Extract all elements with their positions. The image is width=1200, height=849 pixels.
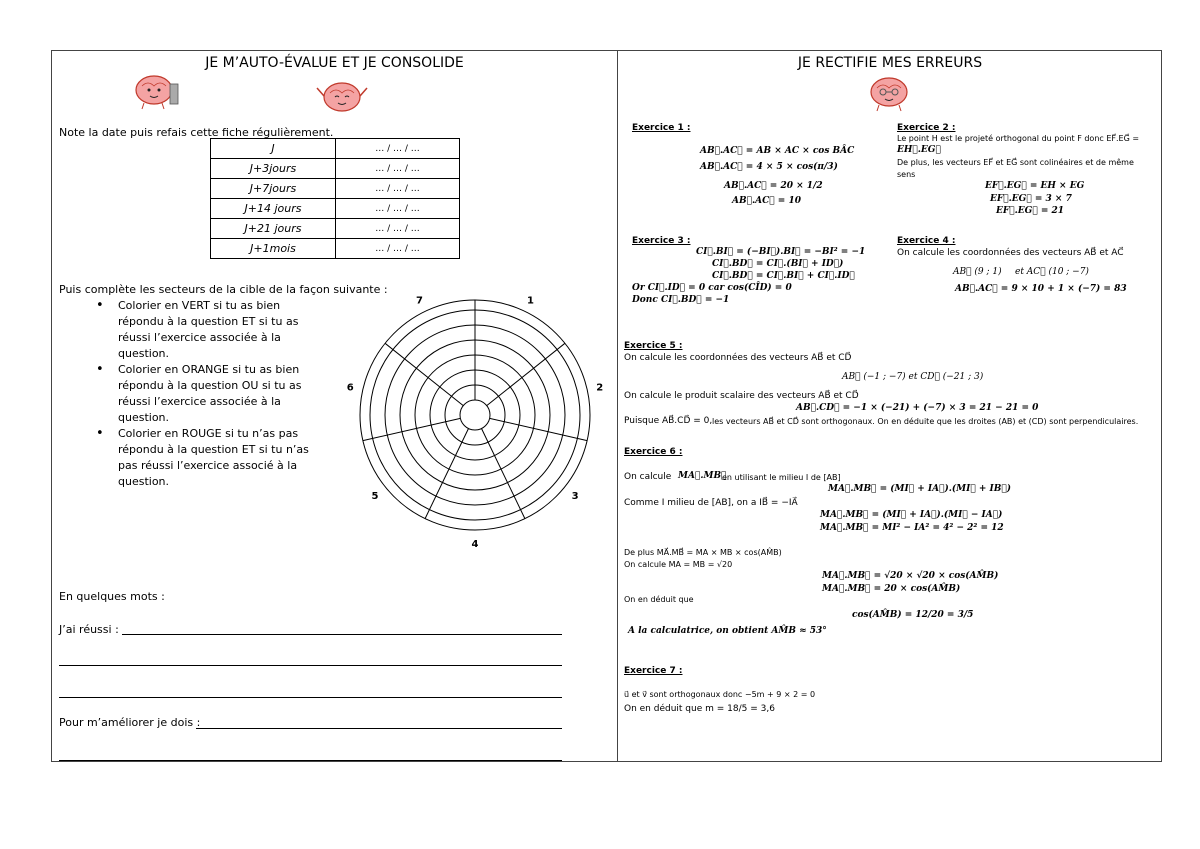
- ex2-line: EF⃗.EG⃗ = 21: [996, 206, 1065, 216]
- target-sector-label: 3: [571, 490, 579, 502]
- target-sector-label: 2: [596, 382, 604, 394]
- table-row: [211, 219, 460, 239]
- ex5-text: On calcule les coordonnées des vecteurs AB⃗ et CD⃗: [624, 353, 852, 363]
- schedule-label: J+3jours: [211, 159, 336, 179]
- exercise-7-title: Exercice 7 :: [624, 666, 683, 676]
- improve-line-2[interactable]: [59, 760, 562, 761]
- improve-line-1[interactable]: [196, 728, 562, 729]
- list-item: • Colorier en VERT si tu as bien répondu à la question ET si tu as réussi l’exercice associée à la question.: [96, 298, 311, 362]
- exercise-4-title: Exercice 4 :: [897, 236, 956, 246]
- target-sector-label: 5: [371, 490, 379, 502]
- exercise-3-title: Exercice 3 :: [632, 236, 691, 246]
- ex2-text: De plus, les vecteurs EF⃗ et EG⃗ sont colinéaires et de même: [897, 158, 1134, 167]
- ex3-line: CI⃗.BD⃗ = CI⃗.BI⃗ + CI⃗.ID⃗: [712, 271, 855, 281]
- schedule-date-field[interactable]: … / … / …: [336, 239, 460, 259]
- schedule-label: J+7jours: [211, 179, 336, 199]
- target-ring: [460, 400, 490, 430]
- table-row: [211, 139, 460, 159]
- ex6-eq: MA⃗.MB⃗ = MI² − IA² = 4² − 2² = 12: [820, 523, 1004, 533]
- schedule-date-field[interactable]: … / … / …: [336, 159, 460, 179]
- ex6-text: On calcule MA = MB = √20: [624, 560, 733, 569]
- schedule-label: J+14 jours: [211, 199, 336, 219]
- ex6-text: On en déduit que: [624, 595, 694, 604]
- success-label: J’ai réussi :: [59, 623, 119, 636]
- ex6-text: Comme I milieu de [AB], on a IB⃗ = −IA⃗: [624, 498, 798, 508]
- table-row: [211, 159, 460, 179]
- left-title: JE M’AUTO-ÉVALUE ET JE CONSOLIDE: [205, 55, 464, 71]
- coloring-rules-list: [96, 298, 311, 490]
- ex4-vector-ac: et AC⃗ (10 ; −7): [1015, 267, 1089, 277]
- ex2-text: Le point H est le projeté orthogonal du point F donc EF⃗.EG⃗ =: [897, 134, 1140, 143]
- target-intro-text: Puis complète les secteurs de la cible de la façon suivante :: [59, 283, 388, 296]
- ex5-conclusion: Puisque AB⃗.CD⃗ = 0,: [624, 416, 713, 426]
- self-assessment-target[interactable]: [346, 295, 604, 560]
- ex1-line: AB⃗.AC⃗ = 20 × 1/2: [724, 181, 823, 191]
- target-sector-divider: [487, 343, 565, 405]
- target-sector-divider: [490, 418, 587, 440]
- list-item: • Colorier en ROUGE si tu n’as pas répondu à la question ET si tu n’as pas réussi l’exercice associé à la question.: [96, 426, 311, 490]
- target-sector-label: 1: [527, 295, 535, 307]
- success-line-3[interactable]: [59, 697, 562, 698]
- target-sector-divider: [385, 343, 463, 405]
- ex6-text: De plus MA⃗.MB⃗ = MA × MB × cos(AM̂B): [624, 548, 782, 557]
- ex6-text: On calcule: [624, 472, 672, 482]
- schedule-label: J: [211, 139, 336, 159]
- ex2-line: EF⃗.EG⃗ = EH × EG: [985, 181, 1085, 191]
- ex5-calc: AB⃗.CD⃗ = −1 × (−21) + (−7) × 3 = 21 − 21 = 0: [796, 403, 1039, 413]
- target-sector-divider: [363, 418, 460, 440]
- ex3-line: CI⃗.BI⃗ = (−BI⃗).BI⃗ = −BI² = −1: [696, 247, 866, 257]
- ex3-or-line: Or CI⃗.ID⃗ = 0 car cos(CÎD) = 0: [632, 283, 792, 293]
- ex6-eq: MA⃗.MB⃗ = 20 × cos(AM̂B): [822, 584, 961, 594]
- table-row: [211, 199, 460, 219]
- words-title: En quelques mots :: [59, 590, 165, 603]
- ex4-vector-ab: AB⃗ (9 ; 1): [953, 267, 1002, 277]
- schedule-date-field[interactable]: … / … / …: [336, 219, 460, 239]
- target-sector-label: 7: [415, 295, 423, 307]
- brain-mascot-icon: [130, 72, 184, 110]
- ex1-line: AB⃗.AC⃗ = 10: [732, 196, 802, 206]
- brain-mascot-icon: [314, 78, 370, 116]
- ex5-vectors: AB⃗ (−1 ; −7) et CD⃗ (−21 ; 3): [842, 372, 984, 382]
- right-title: JE RECTIFIE MES ERREURS: [797, 55, 983, 71]
- ex6-eq: MA⃗.MB⃗ = (MI⃗ + IA⃗).(MI⃗ + IB⃗): [828, 484, 1011, 494]
- table-row: [211, 239, 460, 259]
- review-schedule-table: [210, 138, 460, 259]
- schedule-label: J+1mois: [211, 239, 336, 259]
- schedule-date-field[interactable]: … / … / …: [336, 179, 460, 199]
- ex6-text: en utilisant le milieu I de [AB]: [722, 473, 841, 482]
- intro-text: Note la date puis refais cette fiche régulièrement.: [59, 126, 334, 139]
- ex6-text: A la calculatrice, on obtient AM̂B ≈ 53°: [628, 626, 827, 636]
- ex1-line: AB⃗.AC⃗ = AB × AC × cos BÂC: [700, 146, 855, 156]
- column-divider: [617, 50, 618, 762]
- ex2-text: sens: [897, 170, 916, 179]
- exercise-2-title: Exercice 2 :: [897, 123, 956, 133]
- ex6-text: MA⃗.MB⃗: [678, 471, 727, 481]
- success-line-2[interactable]: [59, 665, 562, 666]
- ex6-eq: MA⃗.MB⃗ = (MI⃗ + IA⃗).(MI⃗ − IA⃗): [820, 510, 1003, 520]
- ex4-text: On calcule les coordonnées des vecteurs AB⃗ et AC⃗: [897, 248, 1124, 258]
- brain-mascot-icon: [862, 72, 916, 112]
- exercise-1-title: Exercice 1 :: [632, 123, 691, 133]
- ex7-text: On en déduit que m = 18/5 = 3,6: [624, 704, 775, 714]
- ex2-text: EH⃗.EG⃗: [897, 145, 941, 155]
- improve-label: Pour m’améliorer je dois :: [59, 716, 201, 729]
- ex3-line: CI⃗.BD⃗ = CI⃗.(BI⃗ + ID⃗): [712, 259, 844, 269]
- ex6-eq: MA⃗.MB⃗ = √20 × √20 × cos(AM̂B): [822, 571, 999, 581]
- ex3-donc-line: Donc CI⃗.BD⃗ = −1: [632, 295, 730, 305]
- ex1-line: AB⃗.AC⃗ = 4 × 5 × cos(π/3): [700, 162, 838, 172]
- success-line-1[interactable]: [122, 634, 562, 635]
- schedule-date-field[interactable]: … / … / …: [336, 139, 460, 159]
- schedule-date-field[interactable]: … / … / …: [336, 199, 460, 219]
- ex5-text: On calcule le produit scalaire des vecteurs AB⃗ et CD⃗: [624, 391, 859, 401]
- target-sector-label: 6: [346, 382, 354, 394]
- exercise-6-title: Exercice 6 :: [624, 447, 683, 457]
- schedule-label: J+21 jours: [211, 219, 336, 239]
- ex5-conclusion: les vecteurs AB⃗ et CD⃗ sont orthogonaux. On en déduite que les droites (AB) et (CD) sont perpendiculaires.: [712, 417, 1139, 426]
- list-item: • Colorier en ORANGE si tu as bien répondu à la question OU si tu as réussi l’exercice associée à la question.: [96, 362, 311, 426]
- ex4-result: AB⃗.AC⃗ = 9 × 10 + 1 × (−7) = 83: [955, 284, 1127, 294]
- ex7-text: u⃗ et v⃗ sont orthogonaux donc −5m + 9 × 2 = 0: [624, 690, 816, 699]
- ex2-line: EF⃗.EG⃗ = 3 × 7: [990, 194, 1072, 204]
- exercise-5-title: Exercice 5 :: [624, 341, 683, 351]
- table-row: [211, 179, 460, 199]
- target-sector-label: 4: [471, 539, 479, 550]
- ex6-eq: cos(AM̂B) = 12/20 = 3/5: [852, 610, 974, 620]
